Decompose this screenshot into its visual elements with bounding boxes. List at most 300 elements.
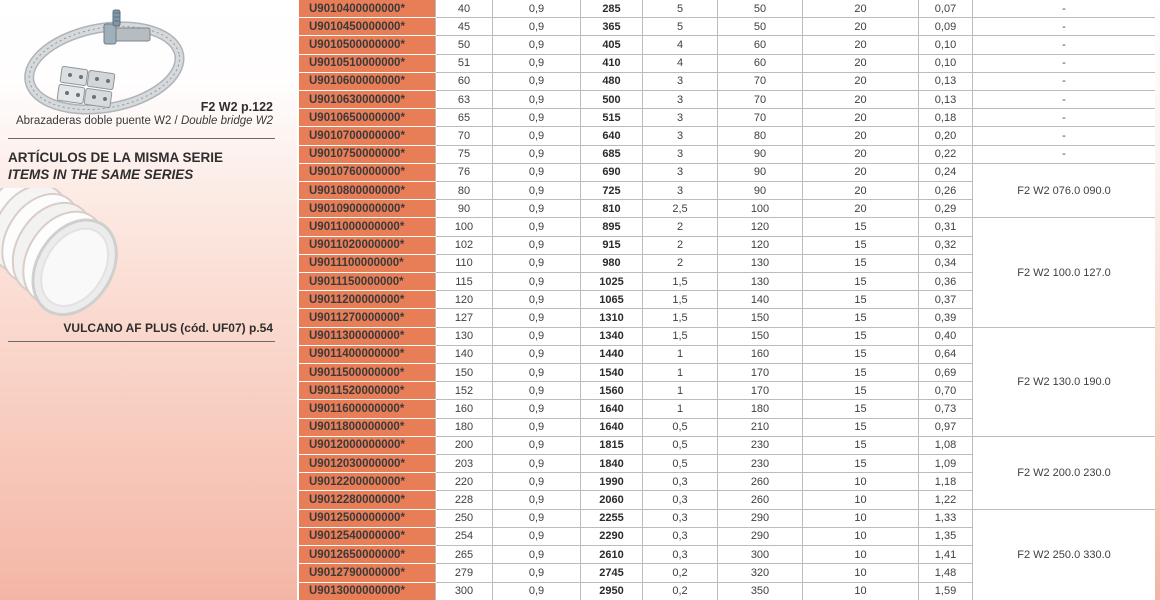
value-cell: 0,64: [919, 345, 973, 363]
value-cell: 200: [436, 436, 493, 454]
value-cell: 0,5: [643, 436, 718, 454]
series-ref-cell: -: [973, 91, 1156, 109]
value-cell: 80: [718, 127, 803, 145]
value-cell: 260: [718, 491, 803, 509]
value-cell: 810: [581, 200, 643, 218]
value-cell: 51: [436, 54, 493, 72]
value-cell: 0,37: [919, 291, 973, 309]
value-cell: 1,48: [919, 564, 973, 582]
value-cell: 1,08: [919, 436, 973, 454]
value-cell: 2255: [581, 509, 643, 527]
product-code-cell: U9011150000000*: [299, 273, 436, 291]
value-cell: 150: [718, 309, 803, 327]
value-cell: 0,9: [493, 400, 581, 418]
value-cell: 15: [803, 273, 919, 291]
value-cell: 1: [643, 382, 718, 400]
series-ref-cell: F2 W2 200.0 230.0: [973, 436, 1156, 509]
value-cell: 90: [436, 200, 493, 218]
product-code-cell: U9010650000000*: [299, 109, 436, 127]
value-cell: 90: [718, 163, 803, 181]
product-code-cell: U9010760000000*: [299, 163, 436, 181]
value-cell: 685: [581, 145, 643, 163]
value-cell: 3: [643, 182, 718, 200]
spiral-hose-image: [0, 188, 154, 340]
value-cell: 1540: [581, 364, 643, 382]
value-cell: 230: [718, 436, 803, 454]
value-cell: 0,24: [919, 163, 973, 181]
product-code-cell: U9012030000000*: [299, 455, 436, 473]
value-cell: 170: [718, 382, 803, 400]
table-row: [299, 218, 1156, 236]
value-cell: 1,5: [643, 273, 718, 291]
value-cell: 0,9: [493, 509, 581, 527]
product-code-cell: U9012650000000*: [299, 546, 436, 564]
value-cell: 0,97: [919, 418, 973, 436]
value-cell: 2290: [581, 527, 643, 545]
value-cell: 0,9: [493, 18, 581, 36]
value-cell: 20: [803, 91, 919, 109]
value-cell: 20: [803, 182, 919, 200]
value-cell: 0,3: [643, 546, 718, 564]
value-cell: 180: [718, 400, 803, 418]
value-cell: 365: [581, 18, 643, 36]
product-code-cell: U9010400000000*: [299, 0, 436, 18]
value-cell: 70: [718, 72, 803, 90]
product-description: Abrazaderas doble puente W2 / Double bridge W2: [15, 115, 273, 127]
value-cell: 3: [643, 109, 718, 127]
value-cell: 0,3: [643, 527, 718, 545]
product-ref: F2 W2 p.122: [200, 100, 273, 114]
value-cell: 120: [718, 236, 803, 254]
value-cell: 0,10: [919, 54, 973, 72]
value-cell: 260: [718, 473, 803, 491]
product-code-cell: U9010750000000*: [299, 145, 436, 163]
value-cell: 3: [643, 91, 718, 109]
series-ref-cell: -: [973, 127, 1156, 145]
value-cell: 140: [436, 345, 493, 363]
value-cell: 90: [718, 145, 803, 163]
product-code-cell: U9011520000000*: [299, 382, 436, 400]
value-cell: 250: [436, 509, 493, 527]
product-description-es: Abrazaderas doble puente W2: [15, 115, 172, 127]
value-cell: 20: [803, 109, 919, 127]
value-cell: 1440: [581, 345, 643, 363]
value-cell: 10: [803, 564, 919, 582]
value-cell: 725: [581, 182, 643, 200]
value-cell: 0,9: [493, 582, 581, 600]
value-cell: 15: [803, 382, 919, 400]
value-cell: 15: [803, 418, 919, 436]
value-cell: 1815: [581, 436, 643, 454]
value-cell: 2: [643, 236, 718, 254]
product-code-cell: U9012280000000*: [299, 491, 436, 509]
series-ref-cell: F2 W2 250.0 330.0: [973, 509, 1156, 600]
value-cell: 2060: [581, 491, 643, 509]
series-ref-cell: F2 W2 100.0 127.0: [973, 218, 1156, 327]
value-cell: 0,9: [493, 127, 581, 145]
product-code-cell: U9011270000000*: [299, 309, 436, 327]
product-code-cell: U9011000000000*: [299, 218, 436, 236]
value-cell: 0,5: [643, 455, 718, 473]
value-cell: 0,9: [493, 436, 581, 454]
table-row: [299, 163, 1156, 181]
table-row: [299, 36, 1156, 54]
value-cell: 915: [581, 236, 643, 254]
value-cell: 285: [581, 0, 643, 18]
value-cell: 0,9: [493, 564, 581, 582]
value-cell: 0,20: [919, 127, 973, 145]
value-cell: 0,9: [493, 473, 581, 491]
value-cell: 20: [803, 54, 919, 72]
value-cell: 15: [803, 345, 919, 363]
value-cell: 20: [803, 163, 919, 181]
value-cell: 1025: [581, 273, 643, 291]
value-cell: 265: [436, 546, 493, 564]
value-cell: 1: [643, 345, 718, 363]
value-cell: 10: [803, 527, 919, 545]
table-row: [299, 127, 1156, 145]
value-cell: 1,5: [643, 291, 718, 309]
value-cell: 1,5: [643, 309, 718, 327]
value-cell: 228: [436, 491, 493, 509]
value-cell: 0,9: [493, 145, 581, 163]
table-row: [299, 18, 1156, 36]
value-cell: 0,2: [643, 564, 718, 582]
value-cell: 1310: [581, 309, 643, 327]
series-ref-cell: -: [973, 109, 1156, 127]
value-cell: 1,18: [919, 473, 973, 491]
value-cell: 254: [436, 527, 493, 545]
series-ref-cell: -: [973, 72, 1156, 90]
value-cell: 3: [643, 145, 718, 163]
table-row: [299, 54, 1156, 72]
value-cell: 480: [581, 72, 643, 90]
value-cell: 20: [803, 200, 919, 218]
value-cell: 0,9: [493, 200, 581, 218]
value-cell: 20: [803, 127, 919, 145]
value-cell: 70: [718, 109, 803, 127]
table-row: [299, 509, 1156, 527]
value-cell: 130: [718, 254, 803, 272]
product-code-cell: U9011600000000*: [299, 400, 436, 418]
value-cell: 70: [436, 127, 493, 145]
value-cell: 210: [718, 418, 803, 436]
value-cell: 0,29: [919, 200, 973, 218]
product-code-cell: U9012000000000*: [299, 436, 436, 454]
product-code-cell: U9012790000000*: [299, 564, 436, 582]
table-row: [299, 145, 1156, 163]
series-heading: [8, 149, 223, 183]
value-cell: 115: [436, 273, 493, 291]
product-code-cell: U9011020000000*: [299, 236, 436, 254]
value-cell: 515: [581, 109, 643, 127]
product-code-cell: U9011500000000*: [299, 364, 436, 382]
value-cell: 0,9: [493, 309, 581, 327]
value-cell: 0,73: [919, 400, 973, 418]
value-cell: 895: [581, 218, 643, 236]
product-code-cell: U9010600000000*: [299, 72, 436, 90]
value-cell: 1,09: [919, 455, 973, 473]
value-cell: 0,13: [919, 72, 973, 90]
value-cell: 0,5: [643, 418, 718, 436]
value-cell: 1,41: [919, 546, 973, 564]
value-cell: 1,35: [919, 527, 973, 545]
value-cell: 15: [803, 309, 919, 327]
product-code-cell: U9010510000000*: [299, 54, 436, 72]
series-ref-cell: -: [973, 36, 1156, 54]
value-cell: 15: [803, 254, 919, 272]
value-cell: 0,9: [493, 109, 581, 127]
value-cell: 4: [643, 36, 718, 54]
value-cell: 320: [718, 564, 803, 582]
value-cell: 50: [718, 0, 803, 18]
value-cell: 0,32: [919, 236, 973, 254]
value-cell: 150: [718, 327, 803, 345]
value-cell: 90: [718, 182, 803, 200]
value-cell: 300: [718, 546, 803, 564]
product-code-cell: U9010450000000*: [299, 18, 436, 36]
value-cell: 0,22: [919, 145, 973, 163]
value-cell: 5: [643, 18, 718, 36]
product-code-cell: U9011300000000*: [299, 327, 436, 345]
value-cell: 10: [803, 473, 919, 491]
value-cell: 0,07: [919, 0, 973, 18]
table-row: [299, 72, 1156, 90]
value-cell: 220: [436, 473, 493, 491]
value-cell: 300: [436, 582, 493, 600]
value-cell: 40: [436, 0, 493, 18]
value-cell: 102: [436, 236, 493, 254]
value-cell: 60: [718, 36, 803, 54]
value-cell: 70: [718, 91, 803, 109]
value-cell: 120: [718, 218, 803, 236]
value-cell: 980: [581, 254, 643, 272]
value-cell: 15: [803, 455, 919, 473]
product-code-cell: U9010630000000*: [299, 91, 436, 109]
value-cell: 20: [803, 18, 919, 36]
value-cell: 0,2: [643, 582, 718, 600]
value-cell: 10: [803, 491, 919, 509]
page-edge-strip: [1155, 0, 1160, 600]
value-cell: 0,13: [919, 91, 973, 109]
value-cell: 1,59: [919, 582, 973, 600]
value-cell: 100: [718, 200, 803, 218]
value-cell: 50: [436, 36, 493, 54]
product-code-cell: U9013000000000*: [299, 582, 436, 600]
value-cell: 63: [436, 91, 493, 109]
product-description-en: Double bridge W2: [180, 115, 273, 127]
value-cell: 160: [718, 345, 803, 363]
value-cell: 1640: [581, 418, 643, 436]
product-code-cell: U9010800000000*: [299, 182, 436, 200]
value-cell: 60: [436, 72, 493, 90]
value-cell: 2950: [581, 582, 643, 600]
value-cell: 230: [718, 455, 803, 473]
value-cell: 350: [718, 582, 803, 600]
value-cell: 0,9: [493, 254, 581, 272]
value-cell: 130: [436, 327, 493, 345]
value-cell: 0,39: [919, 309, 973, 327]
value-cell: 75: [436, 145, 493, 163]
value-cell: 0,9: [493, 182, 581, 200]
value-cell: 0,34: [919, 254, 973, 272]
series-ref-cell: -: [973, 54, 1156, 72]
value-cell: 0,3: [643, 473, 718, 491]
product-code-cell: U9011100000000*: [299, 254, 436, 272]
value-cell: 152: [436, 382, 493, 400]
value-cell: 0,9: [493, 218, 581, 236]
value-cell: 0,9: [493, 163, 581, 181]
value-cell: 0,9: [493, 418, 581, 436]
value-cell: 15: [803, 364, 919, 382]
value-cell: 2745: [581, 564, 643, 582]
product-code-cell: U9011400000000*: [299, 345, 436, 363]
value-cell: 690: [581, 163, 643, 181]
value-cell: 410: [581, 54, 643, 72]
related-product-ref: VULCANO AF PLUS (cód. UF07) p.54: [63, 321, 273, 335]
value-cell: 405: [581, 36, 643, 54]
product-code-cell: U9010700000000*: [299, 127, 436, 145]
value-cell: 0,9: [493, 236, 581, 254]
value-cell: 180: [436, 418, 493, 436]
value-cell: 1640: [581, 400, 643, 418]
value-cell: 10: [803, 582, 919, 600]
value-cell: 3: [643, 163, 718, 181]
value-cell: 20: [803, 72, 919, 90]
value-cell: 0,40: [919, 327, 973, 345]
value-cell: 0,9: [493, 382, 581, 400]
value-cell: 130: [718, 273, 803, 291]
value-cell: 15: [803, 291, 919, 309]
table-row: [299, 91, 1156, 109]
value-cell: 0,10: [919, 36, 973, 54]
series-ref-cell: -: [973, 18, 1156, 36]
value-cell: 1840: [581, 455, 643, 473]
value-cell: 1,33: [919, 509, 973, 527]
value-cell: 500: [581, 91, 643, 109]
value-cell: 10: [803, 546, 919, 564]
value-cell: 15: [803, 236, 919, 254]
value-cell: 1340: [581, 327, 643, 345]
value-cell: 15: [803, 218, 919, 236]
value-cell: 1065: [581, 291, 643, 309]
value-cell: 0,9: [493, 54, 581, 72]
series-heading-es: ARTÍCULOS DE LA MISMA SERIE: [8, 150, 224, 165]
divider: [8, 341, 275, 342]
value-cell: 0,69: [919, 364, 973, 382]
value-cell: 2,5: [643, 200, 718, 218]
value-cell: 0,18: [919, 109, 973, 127]
value-cell: 140: [718, 291, 803, 309]
value-cell: 4: [643, 54, 718, 72]
product-code-cell: U9010900000000*: [299, 200, 436, 218]
value-cell: 0,9: [493, 364, 581, 382]
value-cell: 3: [643, 72, 718, 90]
value-cell: 15: [803, 436, 919, 454]
table-row: [299, 0, 1156, 18]
value-cell: 1990: [581, 473, 643, 491]
value-cell: 0,31: [919, 218, 973, 236]
value-cell: 1: [643, 400, 718, 418]
product-code-cell: U9011200000000*: [299, 291, 436, 309]
value-cell: 120: [436, 291, 493, 309]
value-cell: 150: [436, 364, 493, 382]
value-cell: 0,3: [643, 509, 718, 527]
series-ref-cell: -: [973, 145, 1156, 163]
value-cell: 50: [718, 18, 803, 36]
series-ref-cell: F2 W2 076.0 090.0: [973, 163, 1156, 218]
value-cell: 80: [436, 182, 493, 200]
product-code-cell: U9011800000000*: [299, 418, 436, 436]
product-table: [298, 0, 1156, 600]
series-ref-cell: F2 W2 130.0 190.0: [973, 327, 1156, 436]
value-cell: 290: [718, 527, 803, 545]
series-ref-cell: -: [973, 0, 1156, 18]
value-cell: 2610: [581, 546, 643, 564]
value-cell: 2: [643, 254, 718, 272]
divider: [8, 138, 275, 139]
value-cell: 3: [643, 127, 718, 145]
value-cell: 0,70: [919, 382, 973, 400]
value-cell: 160: [436, 400, 493, 418]
value-cell: 0,9: [493, 0, 581, 18]
value-cell: 0,9: [493, 491, 581, 509]
table-row: [299, 436, 1156, 454]
value-cell: 0,36: [919, 273, 973, 291]
value-cell: 0,26: [919, 182, 973, 200]
value-cell: 203: [436, 455, 493, 473]
value-cell: 640: [581, 127, 643, 145]
value-cell: 0,9: [493, 91, 581, 109]
value-cell: 0,9: [493, 527, 581, 545]
value-cell: 0,9: [493, 455, 581, 473]
value-cell: 1: [643, 364, 718, 382]
value-cell: 2: [643, 218, 718, 236]
table-row: [299, 109, 1156, 127]
value-cell: 15: [803, 400, 919, 418]
value-cell: 1560: [581, 382, 643, 400]
value-cell: 1,5: [643, 327, 718, 345]
value-cell: 0,9: [493, 345, 581, 363]
value-cell: 15: [803, 327, 919, 345]
value-cell: 100: [436, 218, 493, 236]
product-table-grid: [298, 0, 1156, 600]
product-code-cell: U9012540000000*: [299, 527, 436, 545]
value-cell: 127: [436, 309, 493, 327]
value-cell: 170: [718, 364, 803, 382]
product-code-cell: U9012200000000*: [299, 473, 436, 491]
value-cell: 0,3: [643, 491, 718, 509]
product-code-cell: U9012500000000*: [299, 509, 436, 527]
value-cell: 0,9: [493, 36, 581, 54]
value-cell: 290: [718, 509, 803, 527]
value-cell: 279: [436, 564, 493, 582]
series-heading-en: ITEMS IN THE SAME SERIES: [8, 167, 194, 182]
value-cell: 20: [803, 145, 919, 163]
sidebar: [0, 0, 297, 600]
value-cell: 0,09: [919, 18, 973, 36]
table-row: [299, 327, 1156, 345]
value-cell: 0,9: [493, 273, 581, 291]
value-cell: 45: [436, 18, 493, 36]
value-cell: 20: [803, 0, 919, 18]
product-code-cell: U9010500000000*: [299, 36, 436, 54]
value-cell: 0,9: [493, 327, 581, 345]
value-cell: 110: [436, 254, 493, 272]
value-cell: 5: [643, 0, 718, 18]
value-cell: 10: [803, 509, 919, 527]
value-cell: 20: [803, 36, 919, 54]
